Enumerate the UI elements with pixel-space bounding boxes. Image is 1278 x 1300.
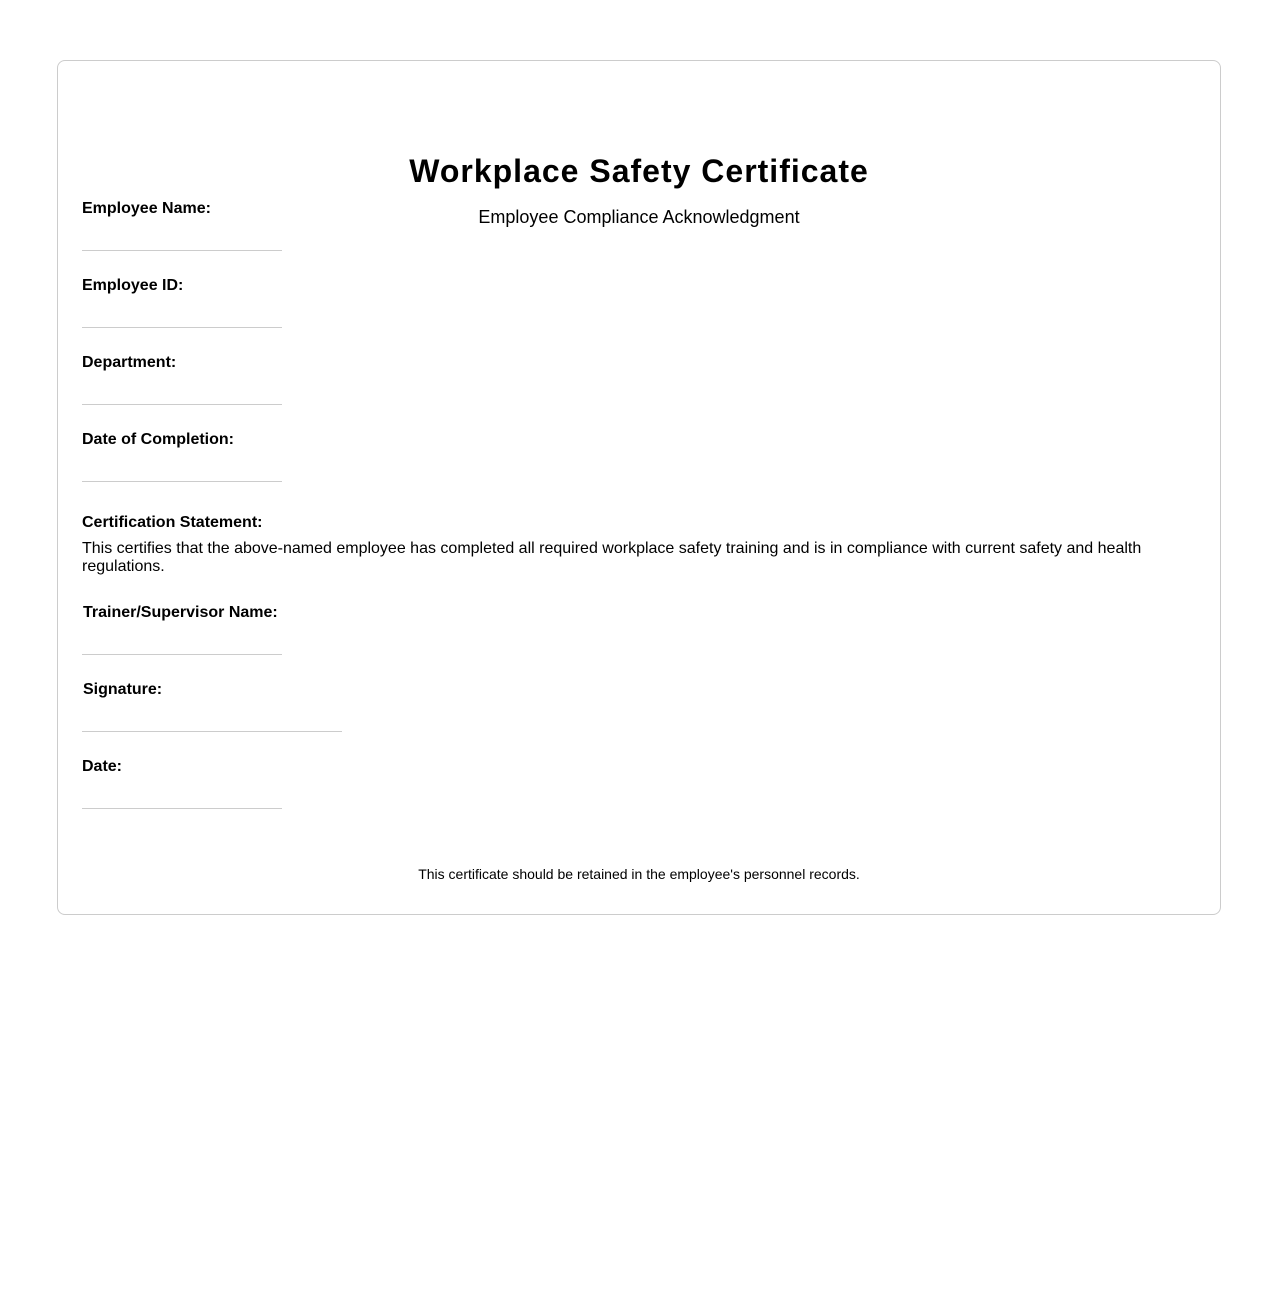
employee-id-field[interactable] bbox=[82, 327, 282, 328]
signature-field[interactable] bbox=[82, 731, 342, 732]
trainer-name-field[interactable] bbox=[82, 654, 282, 655]
employee-name-label: Employee Name: bbox=[82, 200, 211, 217]
date-label: Date: bbox=[82, 758, 123, 775]
trainer-name-label: Trainer/Supervisor Name: bbox=[83, 604, 278, 621]
certificate-title: Workplace Safety Certificate bbox=[409, 153, 869, 189]
certificate-subtitle: Employee Compliance Acknowledgment bbox=[478, 207, 800, 227]
date-field[interactable] bbox=[82, 808, 282, 809]
department-label: Department: bbox=[82, 354, 177, 371]
date-of-completion-label: Date of Completion: bbox=[82, 431, 234, 448]
signature-label: Signature: bbox=[83, 681, 163, 698]
certification-statement-label: Certification Statement: bbox=[82, 514, 263, 531]
date-of-completion-field[interactable] bbox=[82, 481, 282, 482]
certification-statement-text: This certifies that the above-named employee has completed all required workplace safety training and is in compliance with current safety and health regulations. bbox=[82, 540, 1142, 575]
employee-id-label: Employee ID: bbox=[82, 277, 184, 294]
employee-name-field[interactable] bbox=[82, 250, 282, 251]
footer-note: This certificate should be retained in the employee's personnel records. bbox=[418, 866, 860, 882]
certificate-card bbox=[57, 60, 1221, 915]
department-field[interactable] bbox=[82, 404, 282, 405]
